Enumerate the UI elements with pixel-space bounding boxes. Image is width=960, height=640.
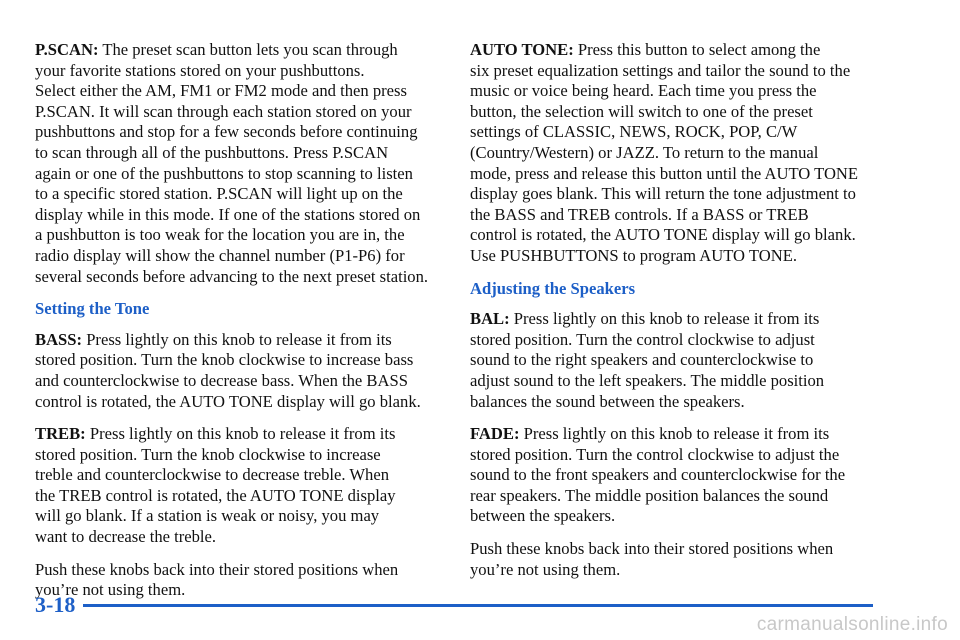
bass-line-1: BASS: Press lightly on this knob to release it from its [35,329,392,349]
text-line: display goes blank. This will return the tone adjustment to [470,184,856,204]
treb-line-1: TREB: Press lightly on this knob to release it from its [35,424,396,444]
text-line: button, the selection will switch to one of the preset [470,101,813,121]
text-line: adjust sound to the left speakers. The middle position [470,370,825,390]
text-line: to scan through all of the pushbuttons. Press P.SCAN [35,142,389,162]
pscan-term: P.SCAN: [35,40,99,59]
text-line: again or one of the pushbuttons to stop scanning to listen [35,163,413,183]
text-line: the TREB control is rotated, the AUTO TONE display [35,485,396,505]
text-line: and counterclockwise to decrease bass. When the BASS [35,370,408,390]
text-line: rear speakers. The middle position balances the sound [470,485,829,505]
treb-term: TREB: [35,424,86,444]
pscan-line-1: P.SCAN: The preset scan button lets you scan through [35,40,398,59]
text-line: several seconds before advancing to the next preset station. [35,266,429,286]
bal-term: BAL: [470,309,510,329]
text-line: between the speakers. [470,506,616,526]
fade-line-1: FADE: Press lightly on this knob to release it from its [470,424,830,444]
text-line: settings of CLASSIC, NEWS, ROCK, POP, C/W [470,122,798,142]
text-line: Use PUSHBUTTONS to program AUTO TONE. [470,245,797,265]
text-line: to a specific stored station. P.SCAN will light up on the [35,184,403,204]
auto-tone-line-1: AUTO TONE: Press this button to select among the [470,40,821,59]
section-heading-setting-the-tone: Setting the Tone [35,299,150,319]
text-line: the BASS and TREB controls. If a BASS or TREB [470,204,809,224]
text-line: Push these knobs back into their stored positions when [470,539,834,559]
text-line: six preset equalization settings and tailor the sound to the [470,60,851,80]
text-line: control is rotated, the AUTO TONE display will go blank. [35,391,421,411]
footer-rule [83,604,873,607]
section-heading-adjusting-the-speakers: Adjusting the Speakers [470,278,636,298]
text-line: Select either the AM, FM1 or FM2 mode and then press [35,81,407,101]
push-knobs-paragraph [470,539,890,580]
pscan-paragraph [35,40,447,287]
text-line: P.SCAN. It will scan through each station stored on your [35,101,412,121]
text-line: treble and counterclockwise to decrease treble. When [35,465,389,485]
auto-tone-term: AUTO TONE: [470,40,574,59]
text-line: stored position. Turn the control clockwise to adjust the [470,444,840,464]
auto-tone-paragraph [470,40,890,267]
text-line: you’re not using them. [35,580,186,600]
page-number: 3-18 [35,592,76,617]
text-line: your favorite stations stored on your pushbuttons. [35,60,365,80]
text-line: sound to the right speakers and counterclockwise to [470,350,814,370]
text-line: (Country/Western) or JAZZ. To return to the manual [470,142,819,162]
text-line: Push these knobs back into their stored positions when [35,559,399,579]
text-line: control is rotated, the AUTO TONE display will go blank. [470,225,856,245]
text-line: radio display will show the channel number (P1-P6) for [35,245,405,265]
right-column [470,40,890,592]
text-line: will go blank. If a station is weak or noisy, you may [35,506,380,526]
bass-term: BASS: [35,329,83,349]
bal-line-1: BAL: Press lightly on this knob to release it from its [470,309,820,329]
text-line: display while in this mode. If one of the stations stored on [35,204,421,224]
treb-paragraph [35,424,447,548]
text-line: stored position. Turn the knob clockwise to increase bass [35,350,414,370]
text-line: music or voice being heard. Each time you press the [470,81,817,101]
fade-paragraph [470,424,890,527]
text-line: pushbuttons and stop for a few seconds before continuing [35,122,418,142]
text-line: a pushbutton is too weak for the location you are in, the [35,225,405,245]
push-knobs-paragraph [35,560,447,601]
text-line: mode, press and release this button until the AUTO TONE [470,163,859,183]
text-line: sound to the front speakers and counterclockwise for the [470,465,846,485]
fade-term: FADE: [470,424,520,444]
text-line: you’re not using them. [470,559,621,579]
bal-paragraph [470,309,890,412]
text-line: want to decrease the treble. [35,527,217,547]
watermark: carmanualsonline.info [756,614,948,635]
text-line: stored position. Turn the knob clockwise to increase [35,444,381,464]
text-line: stored position. Turn the control clockwise to adjust [470,329,815,349]
bass-paragraph [35,330,447,412]
text-line: balances the sound between the speakers. [470,391,745,411]
left-column [35,40,447,613]
